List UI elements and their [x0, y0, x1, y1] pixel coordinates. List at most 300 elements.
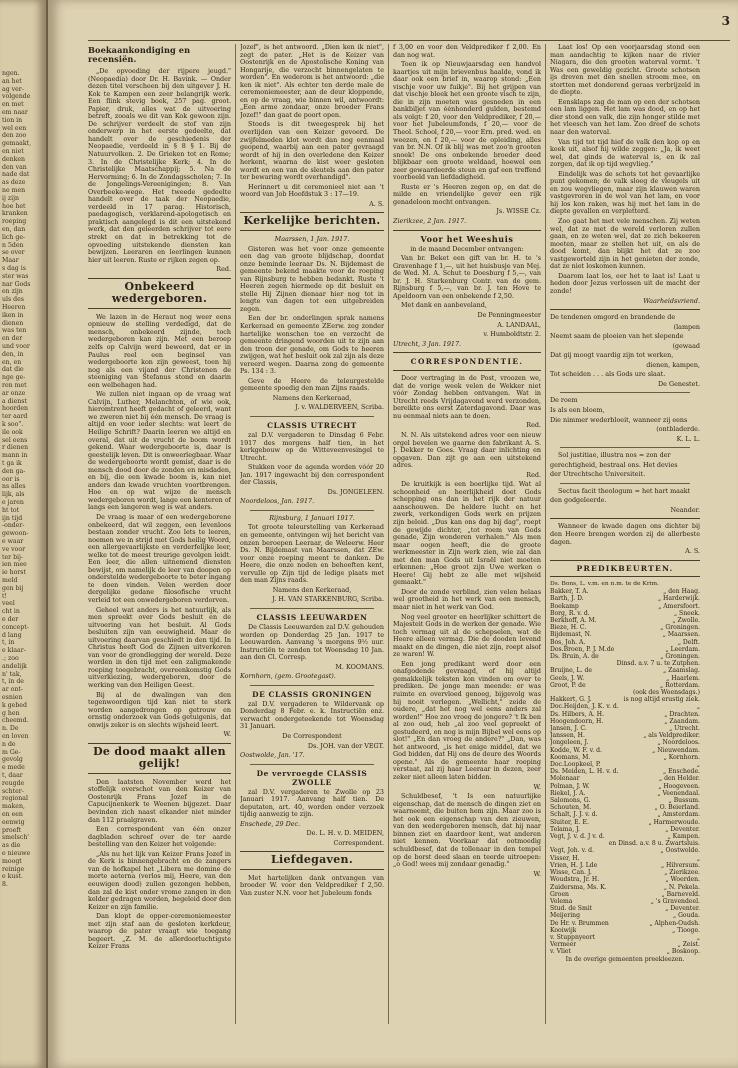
prev-page-text-fragment: eenwig [2, 818, 25, 826]
prev-page-text-fragment: ns alles [2, 483, 26, 491]
predikbeurt-row [550, 703, 700, 710]
prev-page-text-fragment: ij zijn [2, 194, 20, 202]
column-rule [235, 44, 236, 1024]
predikbeurt-row [550, 797, 700, 804]
preacher-name: Hakkert, G. J. [550, 696, 592, 704]
predikbeurt-row [550, 898, 700, 905]
preaching-location: „ Deventer. [665, 905, 700, 913]
signature: Namens den Kerkeraad, [272, 393, 352, 402]
preaching-location: „ Harderwijk. [657, 595, 700, 603]
preacher-name: Barth, J. D. [550, 595, 584, 603]
predikbeurt-row [550, 610, 700, 617]
signature: W. [223, 730, 231, 739]
heading-correspondentie: CORRESPONDENTIE. [410, 357, 524, 367]
preaching-location: „ Leerdam. [665, 645, 700, 653]
preaching-location: „ Groningen. [660, 653, 700, 660]
preacher-name: Boekamp [550, 602, 579, 610]
prev-page-text-fragment: wel een [2, 124, 27, 132]
paragraph: Een der br. onderlingen sprak namens Kerkeraad en gemeente ZEerw. zeg zonder hartelijke wenschen toe en verzocht de gemeente dringend woorden uit te zijn aan den troon der genade, om Gods te heeren zwijgen, wat het besluit ook zal zijn als deze vereerd wegen. Daarna zong de gemeente Ps. 134 : 3. [240, 314, 384, 376]
preacher-name: Hoogendoorn, H. [550, 717, 604, 725]
paragraph: N. N. Als uitstekend adres voor een nieuw orgel bevelen we gaarne den fabrikant A. S. J. Dekker te Goes. Vraag daar inlichting en opgaven. Dan zijt ge aan een uitstekend adres. [393, 430, 541, 470]
predikbeurt-row [550, 934, 700, 941]
prev-page-text-fragment: gewoon- [2, 530, 29, 538]
heading-book-review: Boekaankondiging en recensiën. [88, 45, 191, 64]
preacher-name: Borg, R. v. d. [550, 609, 590, 617]
preacher-name: Geels, J. W. [550, 674, 585, 682]
verse-author: K. L. L. [676, 434, 700, 443]
prev-page-text-fragment: volgende [2, 93, 31, 101]
paragraph: Eensklaps zag de man op een der schotsen een lam liggen. Het lam was dood, en op het dier stond een valk, die zijn honger stilde met het vleesch van het lam. Zoo dreef de schots naar den waterval. [550, 97, 700, 137]
preaching-location: „ Amsterdam. [657, 811, 700, 819]
predikbeurt-row [550, 804, 700, 811]
separator [560, 483, 690, 484]
predikbeurt-row [550, 711, 700, 718]
prev-page-text-fragment: e jaren [2, 499, 24, 506]
column-2 [240, 44, 384, 1019]
preacher-name: Stud. de Smit [550, 905, 593, 913]
predikbeurt-row [550, 617, 700, 624]
prev-page-text-fragment: n 5den [2, 241, 24, 249]
predikbeurten-outro: In de overige gemeenten preekleezen. [565, 955, 685, 963]
preacher-name: Velema [550, 897, 573, 905]
preacher-name: v. Vliet [550, 948, 571, 956]
preaching-location: „ [696, 933, 700, 941]
paragraph: Stoeds is dit tweegesprek bij het overlijden van een Keizer gevoerd. De zwijfelmeden klot wordt dan nog eenmaal geopend, waarbij aan een pater gevraagd wordt of hij in den overledene den Keizer herkent, waarna de kist weer gesloten wordt en een van de sleutels aan den pater ter bewaring wordt overhandigd". [240, 120, 384, 182]
preaching-location: „ O. Beierland. [654, 804, 700, 812]
prev-page-text-fragment: ngen. [2, 70, 20, 77]
prev-page-text-fragment: was ten [2, 327, 27, 335]
prev-page-text-fragment: e klaar- [2, 647, 26, 655]
predikbeurt-row [550, 761, 700, 768]
prev-page-text-fragment: d lang [2, 631, 22, 639]
preaching-location: „ Boskoop. [666, 948, 700, 956]
prev-page-text-fragment: und voor [2, 343, 30, 350]
preaching-location: „ den Helder. [658, 775, 700, 783]
predikbeurt-row [550, 725, 700, 732]
prev-page-text-fragment: k soo". [2, 421, 24, 428]
motto-line: der Utrechtsche Universiteit. [550, 470, 646, 479]
preaching-location: „ Amersfoort. [658, 602, 700, 610]
predikbeurten-intro: Ds. Bons, L. v.m. en n.m. te de Krim. [550, 581, 659, 588]
prev-page-text-fragment: meld [2, 577, 18, 584]
preacher-name: v. Stuppnyeort [550, 933, 595, 941]
prev-page-text-fragment: oor is [2, 475, 20, 483]
preacher-name: Schalt, J. J. v. d. [550, 811, 598, 819]
prev-page-text-fragment: iken in [2, 311, 24, 319]
separator [250, 416, 374, 417]
separator [250, 764, 374, 765]
heading-liefdegaven: Liefdegaven. [240, 851, 384, 870]
prev-page-text-fragment: cheemd. [2, 717, 29, 725]
prev-page-text-fragment: dat die [2, 366, 24, 374]
signature: Red. [526, 421, 541, 430]
prev-page-text-fragment: 8. [2, 881, 8, 889]
prev-page-text-fragment: roeping [2, 218, 27, 226]
preaching-location: is nog altijd erustig ziek. [623, 696, 700, 704]
prev-page-text-fragment: en niet [2, 148, 24, 155]
signature: Red. [216, 265, 231, 274]
prev-page-text-fragment: r dienen [2, 444, 29, 452]
signature: De. L. H. v. D. MEIDEN, [306, 829, 384, 838]
predikbeurt-row [550, 948, 700, 955]
prev-page-text-fragment: hoe het [2, 202, 26, 210]
signature: Ds. JONGELEEN. [327, 487, 384, 496]
preaching-location: „ Zeist. [677, 941, 700, 949]
predikbeurt-row [550, 696, 700, 703]
heading-onbekeerd: Onbekeerd wedergeboren. [88, 278, 231, 309]
prev-page-text-fragment: a dienst [2, 397, 27, 405]
prev-page-text-fragment: ie horst [2, 569, 26, 577]
prev-page-text-fragment: schter- [2, 787, 24, 795]
preaching-location: „ Kampen. [667, 833, 700, 841]
preaching-location: „ Nieuwendam. [652, 746, 700, 754]
prev-page-text-fragment: -onder- [2, 522, 25, 530]
prev-page-text-fragment: s dag is [2, 265, 26, 272]
predikbeurt-row [550, 920, 700, 927]
predikbeurt-row [550, 653, 700, 660]
predikbeurt-row [550, 667, 700, 674]
preaching-location: „ Maarssen. [662, 631, 700, 639]
preacher-name: Bakker, T. A. [550, 588, 589, 596]
preacher-name: Vegt, Joh. v. d. [550, 847, 595, 855]
prev-page-text-fragment: nar Gods [2, 280, 31, 288]
preacher-name: Visser, H. [550, 854, 580, 862]
preacher-name: Meijering [550, 912, 580, 920]
column-1 [88, 44, 231, 1004]
verse-line: Neemt saam de ploeien van het slepende [550, 332, 684, 341]
prev-page-text-fragment: Heeren [2, 304, 26, 311]
predikbeurt-row [550, 847, 700, 854]
paragraph: zal D.V. vergaderen te Zwolle op 23 Januari 1917. Aanvang half tien. De deputaten, art. 40, worden onder verzoek tijdig aanwezig te zijn. [240, 787, 384, 819]
prev-page-text-fragment: en loven [2, 733, 29, 740]
prev-page-text-fragment: en der [2, 335, 23, 343]
paragraph: zal D.V. vergaderen te Wildervank op Donderdag 8 Febr. e. k. Instructiën enz. verwacht ondergeteekende tot Woensdag 31 Januari. [240, 699, 384, 731]
prev-page-text-fragment: den zoo [2, 132, 27, 140]
verse-line: (gewaad [672, 341, 700, 350]
prev-page-text-fragment: moogt [2, 857, 22, 865]
paragraph: Met dank en aanbeveland, [401, 301, 487, 310]
verse-line: De roem [550, 396, 578, 405]
signature: J. H. VAN STARKENBURG, Scriba. [272, 595, 384, 604]
predikbeurt-row [550, 811, 700, 818]
preaching-location: „ Zaamslag. [663, 667, 700, 675]
prev-page-text-fragment: maken, [2, 803, 25, 811]
signature: Js. WISSE Cz. [496, 207, 541, 216]
prev-page-text-fragment: lijk, als [2, 491, 25, 499]
motto-line: Sectus facit theologum = het hart maakt [558, 486, 691, 495]
separator [250, 685, 374, 686]
paragraph: Van tijd tot tijd hief de valk den kop op en keek uit, alsof hij wilde zeggen: „Ja, ik weet wel, dat ginds de waterval is, en ik zal zorgen, dat ik op tijd wegvlieg." [550, 137, 700, 169]
separator [560, 447, 690, 448]
prev-page-text-fragment: regional [2, 795, 28, 803]
prev-page-text-fragment: kranken [2, 210, 28, 218]
signature: De Penningmeester [477, 310, 541, 319]
preacher-name: Polman, J. W. [550, 782, 590, 790]
preacher-name: Doc.Heijden, J. K. v. d. [550, 703, 619, 711]
preacher-name: Salomons, G. [550, 797, 591, 805]
preaching-location: „ Barneveld. [661, 890, 700, 898]
heading-classis-groningen: DE CLASSIS GRONINGEN [252, 689, 372, 699]
prev-page-text-fragment: en met [2, 101, 24, 109]
paragraph: f 3,00 en voor den Veldprediker f 2,00. En dan nog wat. [393, 44, 541, 59]
prev-page-text-fragment: an het [2, 77, 22, 85]
prev-page-text-fragment: em naar [2, 109, 28, 116]
predikbeurt-row [550, 595, 700, 602]
verse-line: Dat gij moogt vaardig zijn tot werken, [550, 351, 674, 360]
prev-page-text-fragment: e der [2, 616, 19, 623]
predikbeurt-row [550, 869, 700, 876]
paragraph: Herinnert u dit ceremonieel niet aan 't woord van Job Hoofdstuk 3 : 17—19. [240, 182, 384, 199]
preaching-location: „ Utrecht. [669, 725, 700, 733]
prev-page-text-fragment: n' tak, [2, 670, 22, 678]
column-rule [388, 44, 389, 1024]
predikbeurt-row [550, 754, 700, 761]
paragraph: Door vertraging in de Post, vroozen we, dat de vorige week velen de Wekker niet vóór Zondag hebben ontvangen. Wat in Utrecht reeds Vrijdagavond werd verzonden, bereikte ons eerst Zaterdagavond. Daar was nu eenmaal niets aan te doen. [393, 374, 541, 420]
prev-page-text-fragment: se over [2, 249, 25, 257]
predikbeurt-row [550, 588, 700, 595]
paragraph: Ruste er 's Heeren zegen op, en dat de milde en vriendelijke gever een rijk genadeloon mocht ontvangen. [393, 182, 541, 206]
prev-page-text-fragment: hoorden [2, 405, 29, 413]
prev-page-text-fragment: en zijn [2, 288, 23, 296]
preaching-location: „ Zaandam. [664, 717, 700, 725]
paragraph: Een correspondent van één onzer dagbladen schreef over de ter aarde bestelling van den Keizer het volgende: [88, 825, 231, 849]
paragraph: Daarom laat los, eer het te laat is! Laat u heden door Jezus verlossen uit de macht der zonde! [550, 271, 700, 295]
predikbeurt-row [550, 840, 700, 847]
prev-page-text-fragment: dienen [2, 319, 24, 327]
prev-page-text-fragment: Maar [2, 257, 19, 265]
prev-page-text-fragment: gen bij [2, 584, 24, 592]
predikbeurt-row [550, 631, 700, 638]
preaching-location: „ [696, 854, 700, 862]
preacher-name: Bieze, H. C. [550, 624, 587, 632]
preacher-name: Janssen, H. [550, 732, 585, 740]
predikbeurt-row [550, 891, 700, 898]
predikbeurt-row [550, 783, 700, 790]
prev-page-text-fragment: k gebed [2, 701, 27, 709]
paragraph: Den laatsten November werd het stoffelijk overschot van den Keizer van Oostenrijk Frans Jozef in de Capucijnenkerk te Weenen bijgezet. Daar bevinden zich naast elkander niet minder dan 112 praalgraven. [88, 777, 231, 824]
preacher-name: De Hr. v. Brummen [550, 919, 609, 927]
preaching-location: „ Drachten. [664, 710, 700, 718]
preaching-location: „ Zwolle. [672, 616, 700, 624]
separator [560, 392, 690, 393]
predikbeurt-row [550, 833, 700, 840]
paragraph: Geheel wat anders is het natuurlijk, als men spreekt over Gods besluit en de uitvoering van het besluit. Al Gods besluiten zijn van eeuwigheid. Maar de uitvoering daarvan geschiedt in den tijd. In Christus heeft God de Zijnen uitverkoren van voor de grondlegging der wereld. Deze worden in den tijd met een zaligmakende roeping toegebracht, overeenkomstig Gods uitverkiezing, wedergeboren, door de werking van den Heiligen Geest. [88, 605, 231, 690]
prev-page-text-fragment: e nieuwe [2, 850, 31, 857]
paragraph: Schuldbesef, 't Is een natuurlijke eigenschap, dat de mensch de dingen ziet en waarneemt, die buiten hem zijn. Maar zoo is het ook een eigenschap van den zieuwen, van den wedergeboren mensch, dat hij naar binnen ziet en daardoor kent, wat anderen niet kennen. Voorkaar dat ootmoedig schuldbesef, dat de tollenaar in den tempel op de borst deed slaan en teerde uitroepen: „o God! wees mij zondaar genadig." [393, 792, 541, 869]
predikbeurt-row [550, 768, 700, 775]
separator [550, 576, 700, 577]
signature: A. S. [685, 547, 700, 556]
preaching-location: „ Hoogeveen. [658, 782, 700, 790]
preaching-location: „ Enschede. [663, 768, 700, 776]
prev-page-text-fragment: ne men [2, 187, 26, 194]
verse-line: Is als een bloem, [550, 405, 605, 414]
header-rule [88, 40, 730, 41]
prev-page-text-fragment: m Ge- [2, 748, 21, 756]
separator [550, 518, 700, 519]
prev-page-text-fragment: n de [2, 740, 16, 748]
prev-page-text-fragment: reugde [2, 779, 25, 787]
prev-page-text-fragment: ster was [2, 272, 29, 280]
preaching-location: „ Delft. [677, 638, 700, 646]
prev-page-text-fragment: nge ge- [2, 374, 26, 382]
prev-page-text-fragment: ag ver- [2, 85, 24, 93]
preacher-name: Schouten, M. [550, 804, 592, 812]
preacher-name: Ds. Meiden, L. H. v. d. [550, 768, 619, 776]
prev-page-text-fragment: e mede [2, 764, 25, 772]
prev-page-text-fragment: e waar [2, 538, 24, 545]
paragraph: Laat los! Op een voorjaarsdag stond een man aandachtig te kijken naar de rivier Niagara, die den grooten waterval vormt. 't Was een geweldig gezicht. Groote schotsen ijs dreven met den snellen stroom mee, en stortten met donderend geraas verbrijzeld in de diepte. [550, 44, 700, 97]
prev-page-text-fragment: t, daar [2, 772, 23, 779]
preacher-name: Vegt, J. v. d. J v. d. [550, 833, 605, 841]
verse-line: De tendenen omgord en brandende de [550, 313, 676, 322]
dateline: Maarssen, 1 Jan. 1917. [274, 234, 350, 243]
heading-weeshuis: Voor het Weeshuis [420, 233, 514, 244]
paragraph: De Classis Leeuwarden zal D.V. gehouden worden op Donderdag 25 Jan. 1917 te Leeuwarden. Aanvang 's morgens 9½ uur. Instructiën te zenden tot Woensdag 10 Jan. aan den Cl. Corresp. [240, 622, 384, 662]
preacher-name: Zuidersma, Ms. K. [550, 883, 607, 891]
column-3 [393, 44, 541, 994]
prev-page-text-fragment: en, dan [2, 226, 26, 233]
prev-page-text-fragment: lich ge- [2, 233, 26, 241]
preacher-name: Wisse, Can. J. [550, 869, 592, 877]
preacher-name: Bos, Joh. A. [550, 638, 586, 646]
preaching-location: „ Hilversum. [660, 861, 700, 869]
prev-page-text-fragment: den ga- [2, 467, 26, 475]
dateline: Utrecht, 3 Jan. 1917. [393, 339, 462, 348]
preaching-location: „ Harmerwoude. [648, 818, 700, 826]
column-4 [550, 44, 700, 984]
newspaper-page [48, 0, 738, 1068]
separator [550, 309, 700, 310]
preacher-name: Kooiwijk [550, 926, 577, 934]
preacher-name: Vrien, H. J. Lde [550, 861, 598, 869]
prev-page-text-fragment: as deze [2, 179, 26, 187]
prev-page-text-fragment: ile ook [2, 428, 23, 436]
signature: M. KOOMANS. [335, 662, 384, 671]
prev-page-text-fragment: reinige [2, 865, 25, 873]
prev-page-text-fragment: gemaakt, [2, 140, 32, 148]
predikbeurt-row [550, 884, 700, 891]
predikbeurt-row [550, 682, 700, 689]
preaching-location: „ Rotterdam. [659, 681, 700, 689]
paragraph: De vraag is maar of een wedergeborene onbekeerd, dat wil zeggen, een levenloos bestaan zonder vrucht. Zoo lets te leeren, noemen we in strijd met Gods heilig Woord, een allergevaarlijkste en verderfelijke leer, welke tot de meest treurige gevolgen leidt. Een leer, die allen uitnemend diensten bewijst, om namelijk de leer van doopen op onderstelde wedergeboorte te beter ingang te doen vinden. Velen werden door dergelijke gedane filosofische vrucht verleid tot een onwedergeboren verdorven. [88, 512, 231, 604]
preacher-name: Ds. Hilbers, A. H. [550, 710, 605, 718]
prev-page-text-fragment: smelsch' [2, 834, 30, 842]
predikbeurt-row [550, 855, 700, 862]
predikbeurt-row [550, 775, 700, 782]
paragraph: Van br. Beket een gift van br. H. te 's Gravenhage f 1,—, uit het huisbusje van Mej. de Wed. M. A. Schut te Doesburg f 5,—, van br. J. H. Starkenburg Contr. van de gem. Rijnsburg f 5,—, van br. J. ten Hove te Apeldoorn van een onbekende f 2,50. [393, 254, 541, 300]
preaching-location: „ als Veldprediker. [643, 732, 700, 740]
preacher-name: Jongeleen, J. [550, 739, 589, 747]
preacher-name: Ds. Bruin, A. de [550, 653, 599, 660]
prev-page-text-fragment: ien mee [2, 561, 27, 569]
signature: W. [533, 869, 541, 878]
predikbeurt-row [550, 747, 700, 754]
heading-classis-zwolle: De vervroegde CLASSIS ZWOLLE [256, 768, 368, 787]
signature: W. [533, 782, 541, 791]
prev-page-text-fragment: esnien [2, 694, 23, 701]
signature: A. LANDAAL, [497, 320, 541, 329]
preaching-location: „ Sneek. [673, 609, 700, 617]
preaching-location: „ N. Pekela. [663, 883, 700, 891]
preacher-name: Woudstra, Jr. H. [550, 876, 600, 884]
prev-page-text-fragment: denken [2, 155, 26, 163]
preaching-location: (ook des Woensdags.) [633, 689, 700, 697]
paragraph: De kruitkijk is een boerlijke tijd. Wat al schoonheid en heerlijkheid doet Gods schepping ons dan in het rijk der natuur aanschouwen. De heldere lucht en het zwerk, verkondigen Gods werk en prijzen zijn beleid. „Dus kan ons dag bij dag", roept de gewijde dichter, „tot roem van Gods genade, Zijn wonderen verhalen." Als men maar oogen heeft, die de groote werkmeester in Zijn werk zien, wie zal dan met den man Gods uit Israël niet moeten erkennen: „Hoe groot zijn Uwe werken o Heere! Gij hebt ze alle met wijsheid gemaakt." [393, 480, 541, 587]
preacher-name: Molenaar [550, 775, 580, 783]
separator [550, 560, 700, 561]
preaching-location: „ Noordeloos. [657, 739, 700, 747]
verse-line: (ontbladerde. [656, 425, 700, 434]
signature: Red. [526, 470, 541, 479]
preacher-name: Bijdemast, N. [550, 631, 592, 639]
paragraph: Door de zonde verblind, zien velen helaas wel grootheid in het werk van een mensch, maar niet in het werk van God. [393, 587, 541, 611]
prev-page-text-fragment: t, in [2, 639, 15, 647]
preaching-location: „ [696, 761, 700, 769]
signature: v. Humboldtstr. 2. [483, 330, 541, 339]
preaching-location: „ Haarlem. [666, 674, 700, 682]
separator [250, 510, 374, 511]
prev-page-text-fragment: g hen [2, 709, 20, 717]
dateline: Enschede, 29 Dec. [240, 819, 301, 828]
preacher-name: Jansen, J. C. [550, 725, 587, 733]
preacher-name: Groen [550, 890, 569, 898]
preaching-location: „ Bussum. [668, 797, 700, 805]
paragraph: zal D.V. vergaderen te Dinsdag 6 Febr. 1917 des morgens half tien, in het kerkgebouw op de Witteveenvesingel te Utrecht. [240, 431, 384, 462]
prev-page-text-fragment: ter aard [2, 413, 28, 421]
preacher-name: Doc.Loopkeel, P. [550, 761, 601, 769]
preaching-location: „ Veenendaal. [657, 789, 700, 797]
preaching-location: en Dinsd. a.v. 8 u. Zwartsluis. [608, 840, 700, 848]
previous-page-edge [0, 0, 46, 1068]
prev-page-text-fragment: ren met [2, 382, 27, 389]
dateline: Noordeloos, Jan. 1917. [240, 497, 315, 506]
prev-page-text-fragment: mann in [2, 452, 28, 460]
paragraph: Bij al de dwalingen van den tegenwoordigen tijd kan niet te sterk worden aangedrongen op getrouw en ernstig onderzoek van Gods getuigenis, dat onwijs zeker is en slechts wijsheid leert. [88, 690, 231, 729]
prev-page-text-fragment: ar ont- [2, 686, 23, 694]
separator [250, 608, 374, 609]
prev-page-text-fragment: cht in [2, 608, 20, 616]
prev-page-text-fragment: t, in de [2, 678, 24, 686]
signature: Namens den Kerkeraad, [272, 585, 352, 594]
paragraph: Geve de Heere de teleurgestelde gemeente spoedig den man Zijns raads. [240, 376, 384, 393]
prev-page-text-fragment: andelijk [2, 662, 27, 670]
signature: Waarheidsvriend. [643, 296, 700, 305]
prev-page-text-fragment: ve voor [2, 545, 26, 553]
paragraph: in de maand December ontvangen: [410, 244, 524, 253]
paragraph: „De opvoeding der rijpere jeugd." (Neopaedia) door Dr. H. Bavink. — Onder dezen titel verscheen bij den uitgever J. H. Kok te Kampen een zeer belangrijk werk. Een flink stevig boek, 257 pag. groot. Papier, druk, alles wat de uitvoering betreft, zooals we dit van Kok gewoon zijn. De schrijver verdeelt de stof van zijn onderwerp in het eerste gedeelte, dat handelt over de geschiedenis der Neopaedie, verdeeld in § 8 § 1. Bij de Natuurvolken. 2. De Grieken tot en Rome; 3. In de Christelijke Kerk; 4. In de Christelijke Maatschappij; 5. Na de Hervorming; 6. In de Zondagsscholen; 7. In de Jongelings-Vereenigingen; 8. Van Overbeeke-wege. Het tweede gedeelte handelt over de taak der Neopaedie, verdeeld in 17 parag. Historisch, paedagogisch, verklarend-apologetisch en praktisch aangelegd is dit een uitstekend werk, dat den geleerden schrijver tot eere strekt en dat in betrekking tot de opvoeding uitstekende diensten kan bewijzen. Leeraren en leerlingen kunnen hier uit leeren. Ruste er rijken zegen op. [88, 67, 231, 264]
predikbeurt-row [550, 718, 700, 725]
dateline: Kornhorn, (gem. Grootegast). [240, 672, 336, 681]
prev-page-text-fragment: t ga ik [2, 460, 22, 467]
paragraph: Tot groote teleurstelling van Kerkeraad en gemeente, ontvingen wij het bericht van onzen beroepen Leeraar, de Weleerw. Heer Ds. N. Bijdemast van Maarssen, dat ZEw. voor onze roeping meent te danken. De Heere, die onze noden en behoeften kent, vervulle op Zijn tijd de ledige plaats met den man Zijns raads. [240, 523, 384, 585]
predikbeurt-row [550, 927, 700, 934]
motto-author: Neander. [670, 505, 700, 514]
signature: J. v. WALDERVEEN, Scriba. [295, 403, 384, 412]
predikbeurt-row [550, 862, 700, 869]
preacher-name: Kodde, W. F. v. d. [550, 746, 602, 754]
preacher-name: Vermeer [550, 941, 577, 949]
separator [393, 370, 541, 371]
prev-page-text-fragment: uls des [2, 296, 24, 304]
preaching-location: „ Zierikzee. [664, 869, 700, 877]
prev-page-text-fragment: den van [2, 163, 27, 171]
preaching-location: „ Gouda. [672, 912, 700, 920]
predikbeurt-row [550, 876, 700, 883]
heading-predikbeurten: PREDIKBEURTEN. [576, 563, 674, 573]
preaching-location: „ Tiooge. [672, 926, 700, 934]
prev-page-text-fragment: t! [2, 592, 7, 600]
